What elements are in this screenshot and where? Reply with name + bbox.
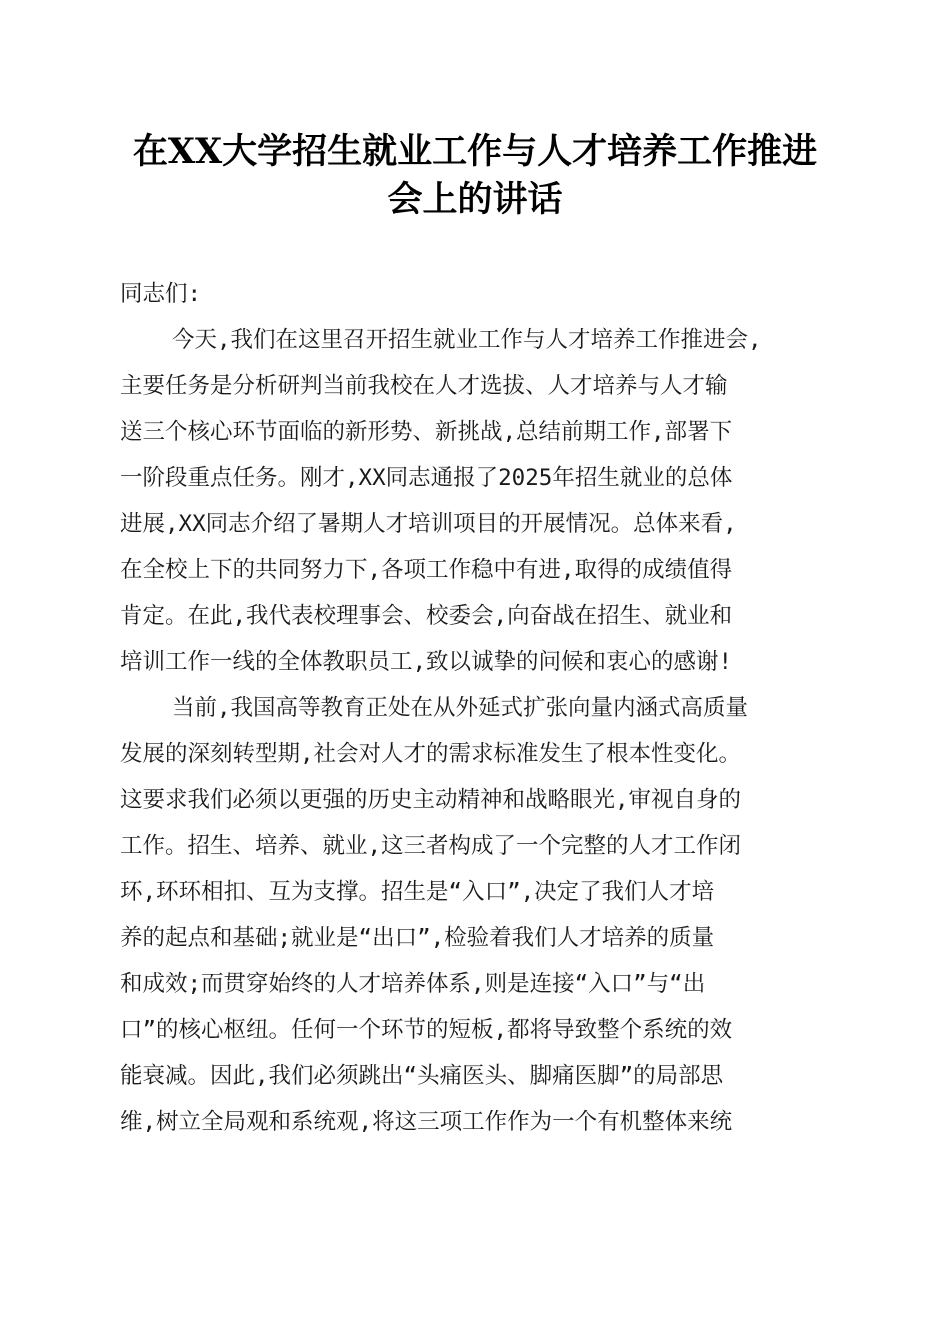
paragraph-2 xyxy=(120,685,832,1145)
paragraph-line: 在全校上下的共同努力下,各项工作稳中有进,取得的成绩值得 xyxy=(120,557,733,583)
paragraph-line: 和成效;而贯穿始终的人才培养体系,则是连接“入口”与“出 xyxy=(120,971,706,997)
paragraph-line: 能衰减。因此,我们必须跳出“头痛医头、脚痛医脚”的局部思 xyxy=(120,1063,724,1089)
paragraph-1 xyxy=(120,317,832,685)
paragraph-line: 培训工作一线的全体教职员工,致以诚挚的问候和衷心的感谢! xyxy=(120,649,733,675)
paragraph-line: 养的起点和基础;就业是“出口”,检验着我们人才培养的质量 xyxy=(120,925,715,951)
paragraph-line: 维,树立全局观和系统观,将这三项工作作为一个有机整体来统 xyxy=(120,1109,733,1135)
paragraph-line: 进展,XX同志介绍了暑期人才培训项目的开展情况。总体来看, xyxy=(120,511,737,537)
paragraph-line: 口”的核心枢纽。任何一个环节的短板,都将导致整个系统的效 xyxy=(120,1017,733,1043)
paragraph-line: 今天,我们在这里召开招生就业工作与人才培养工作推进会, xyxy=(172,327,762,353)
salutation: 同志们: xyxy=(120,281,202,307)
paragraph-line: 一阶段重点任务。刚才,XX同志通报了2025年招生就业的总体 xyxy=(120,465,733,491)
paragraph-line: 当前,我国高等教育正处在从外延式扩张向量内涵式高质量 xyxy=(172,695,749,721)
document-body xyxy=(120,271,832,1145)
document-title xyxy=(100,128,850,224)
paragraph-line: 肯定。在此,我代表校理事会、校委会,向奋战在招生、就业和 xyxy=(120,603,733,629)
paragraph-line: 送三个核心环节面临的新形势、新挑战,总结前期工作,部署下 xyxy=(120,419,733,445)
paragraph-line: 环,环环相扣、互为支撑。招生是“入口”,决定了我们人才培 xyxy=(120,879,715,905)
paragraph-line: 这要求我们必须以更强的历史主动精神和战略眼光,审视自身的 xyxy=(120,787,742,813)
title-line: 在XX大学招生就业工作与人才培养工作推进 xyxy=(132,131,818,172)
paragraph-line: 工作。招生、培养、就业,这三者构成了一个完整的人才工作闭 xyxy=(120,833,742,859)
paragraph-line: 主要任务是分析研判当前我校在人才选拔、人才培养与人才输 xyxy=(120,373,728,399)
title-line: 会上的讲话 xyxy=(387,179,563,220)
paragraph-line: 发展的深刻转型期,社会对人才的需求标准发生了根本性变化。 xyxy=(120,741,742,767)
